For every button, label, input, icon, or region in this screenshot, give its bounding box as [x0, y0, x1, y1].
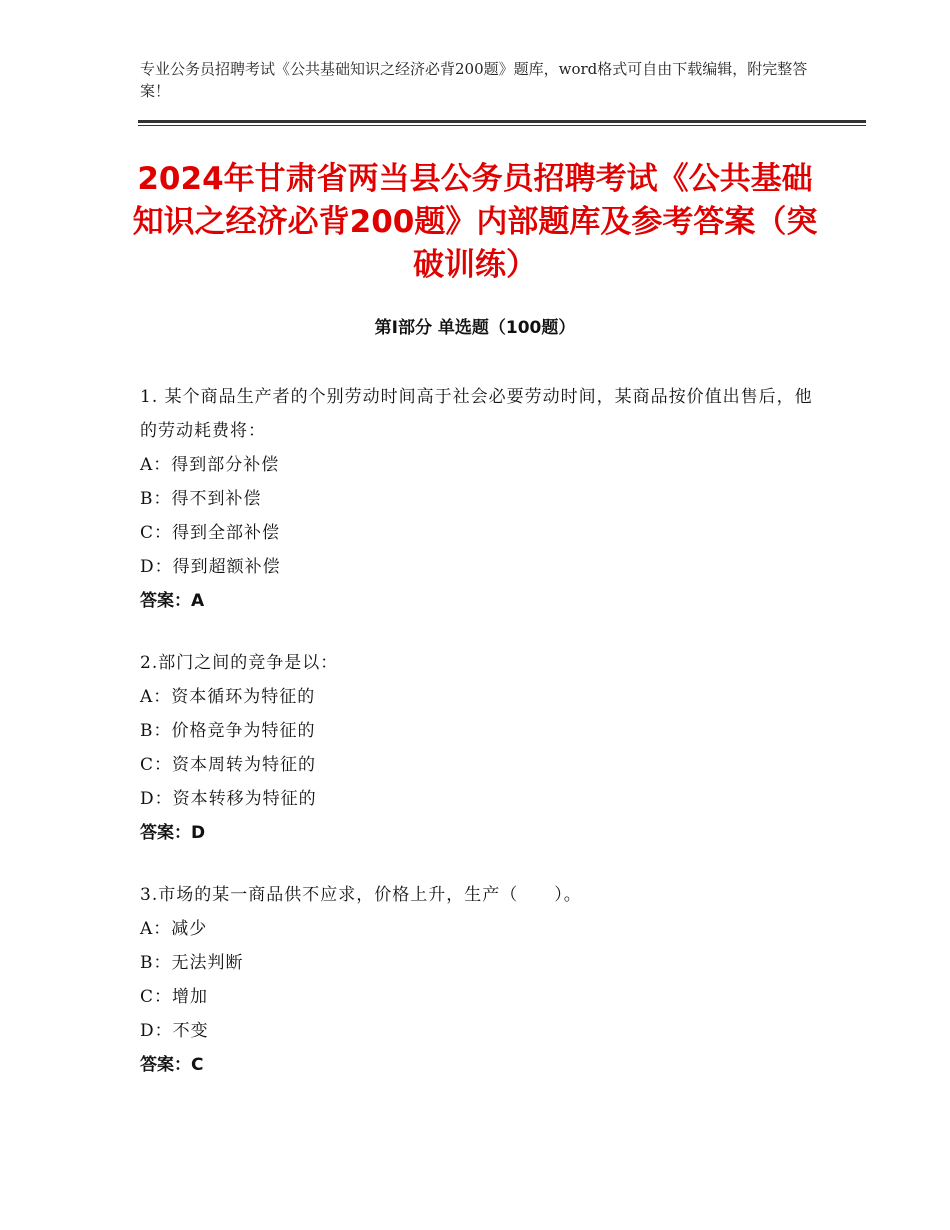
answer-line: 答案：D	[140, 823, 206, 843]
option-c: C：得到全部补偿	[140, 523, 281, 543]
question-3	[140, 878, 820, 1082]
option-b: B：价格竞争为特征的	[140, 721, 316, 741]
option-d: D：资本转移为特征的	[140, 789, 317, 809]
question-stem: 2.部门之间的竞争是以：	[140, 653, 339, 673]
option-c: C：资本周转为特征的	[140, 755, 317, 775]
option-d: D：不变	[140, 1021, 209, 1041]
section-title: 第Ⅰ部分 单选题（100题）	[374, 318, 576, 338]
question-stem: 1. 某个商品生产者的个别劳动时间高于社会必要劳动时间，某商品按价值出售后，他的劳动耗费将：	[140, 387, 813, 441]
question-stem: 3.市场的某一商品供不应求，价格上升，生产（ ）。	[140, 885, 582, 905]
question-2	[140, 646, 820, 850]
answer-line: 答案：A	[140, 591, 205, 611]
answer-line: 答案：C	[140, 1055, 204, 1075]
option-a: A：减少	[140, 919, 208, 939]
document-title: 2024年甘肃省两当县公务员招聘考试《公共基础知识之经济必背200题》内部题库及参考答案（突破训练）	[132, 161, 818, 283]
option-d: D：得到超额补偿	[140, 557, 281, 577]
question-1	[140, 380, 820, 618]
header-divider	[138, 120, 866, 126]
header-note: 专业公务员招聘考试《公共基础知识之经济必背200题》题库，word格式可自由下载编辑，附完整答案！	[140, 60, 808, 100]
option-a: A：得到部分补偿	[140, 455, 280, 475]
option-b: B：无法判断	[140, 953, 244, 973]
question-list	[140, 380, 820, 1110]
option-b: B：得不到补偿	[140, 489, 262, 509]
option-c: C：增加	[140, 987, 209, 1007]
option-a: A：资本循环为特征的	[140, 687, 316, 707]
